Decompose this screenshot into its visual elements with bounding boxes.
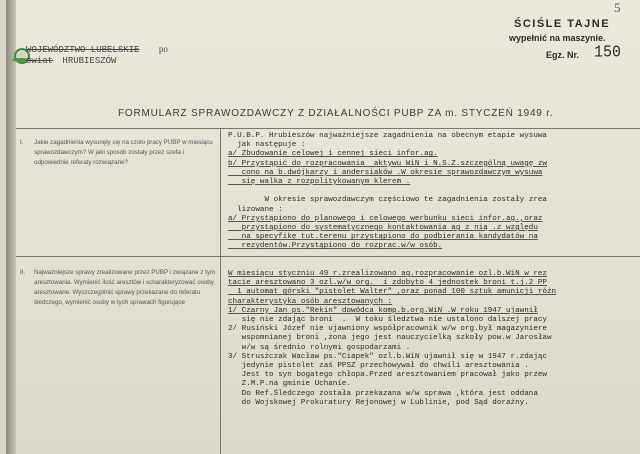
answer-2-line: Do Ref.Śledczego została przekazana w/w sprawa ,która jest oddana [228,389,538,398]
answer-2-line: 1/ Czarny Jan ps."Rekin" dowódca komp.b.org.WiN .W roku 1947 ujawnił [228,306,538,315]
answer-2-line: tacie aresztowano 3 ozl.w/w org. i zdobyto 4 jednostek broni t.j.2 PP [228,279,547,288]
table-middle-rule [16,256,640,257]
answer-2-line: 1 automat górski "pistolet Walter" ,oraz ponad 100 sztuk amunicji różn [228,288,557,297]
region-county-name: HRUBIESZÓW [62,56,117,66]
answer-2-line: Z.M.P.na gminie Uchanie. [228,380,352,389]
question-1-text: Jakie zagadnienia wysunęły się na czoło pracy PUBP w miesiącu sprawozdawczym? W jaki sposób zostały przez szefa i odpowiednie referaty rozwiązane? [34,139,213,166]
answer-1-line: przystąpiono do systematycznego kontaktowania ag z nią .z względu [228,224,538,233]
table-top-rule [16,128,640,129]
corner-mark: 5 [614,0,621,15]
answer-1-line: jak następuje : [228,141,306,150]
answer-1-line: a/ Przystąpiono do planowego i celowego werbunku sieci infor.ag.,oraz [228,214,543,223]
answer-1-line: W okresie sprawozdawczym częściowo te zagadnienia zostały zrea [228,196,547,205]
answer-2-line: do Wojskowej Prokuratury Rejonowej w Lublinie, pod Sąd doraźny. [228,398,529,407]
question-2 [20,268,216,308]
region-line-voivodeship [26,44,168,55]
answer-2-line: jedynie pistolet zaś PPSZ przechowywał do chwili aresztowania . [228,362,529,371]
answer-2-line: 3/ Strusżczak Wacław ps."Ciapek" ozl.b.WiN ujawnił się w 1947 r.zdając [228,352,547,361]
question-2-text: Najważniejsze sprawy zrealizowane przez PUBP i związane z tym aresztowania. Wymienić ilość aresztów i scharakteryzować osoby aresztowane. Wyszczególnić sprawy przekazane do referatu śledczego, wymienić osoby w tych sprawach figurujące [34,269,216,306]
region-voivodeship-suffix: po [158,44,168,54]
answer-1-line: na specyfikę tut.terenu przystąpiono do podbierania kandydatów na [228,233,538,242]
answer-1-line [228,187,640,196]
region-voivodeship-struck: WOJEWÓDZTWO LUBELSKIE [26,45,140,55]
fill-instruction: wypełnić na maszynie. [509,33,606,43]
answer-1-line: rezydentów.Przystąpiono do rozprac.w/w osób. [228,242,443,251]
question-1 [20,138,216,168]
answer-2-line: w/w są średnio rolnymi gospodarzami . [228,343,411,352]
region-county-struck: owiat [26,56,54,66]
table-column-divider [220,128,221,454]
answer-2-line: się nie zdając broni . W toku śledztwa nie ustalono dalszej pracy [228,316,547,325]
answer-1-line: a/ Zbudowanie celowej i cennej sieci infor.ag. [228,150,438,159]
question-1-number: I. [20,139,24,146]
copy-number-value: 150 [594,43,622,62]
answer-1-line: b/ Przystąpić do rozpracowania aktywu WiN i N.S.Z.szczególną uwagę zw [228,159,547,168]
form-title: FORMULARZ SPRAWOZDAWCZY Z DZIAŁALNOŚCI PUBP ZA m. STYCZEŃ 1949 r. [118,108,554,119]
answer-1-line: lizowane : [228,205,283,214]
classification-label: ŚCIŚLE TAJNE [514,18,611,30]
answer-1-line: P.U.B.P. Hrubieszów najważniejsze zagadnienia na obecnym etapie wysuwa [228,132,547,140]
answer-2-line: charakterystyka osób aresztowanych : [228,297,393,306]
binder-edge [6,0,16,454]
answer-2-line: W miesiącu styczniu 49 r.zrealizowano ag.rozpracowanie ozl.b.WiN w rez [228,270,547,278]
region-line-county [26,56,116,66]
answer-2-line: 2/ Rusiński Józef nie ujawniony współpracownik w/w org.był magazyniere [228,325,547,334]
answer-1-line: cono na b.dwójkarzy i andersiaków .W okresie sprawozdawczym wysuwa [228,168,543,177]
answer-section-2 [228,270,640,408]
question-2-number: II. [20,269,26,276]
answer-1-line: się walka z rozpolitykowanym klerem . [228,178,411,187]
document-page [6,0,640,454]
answer-2-line: Jest to syn bogatego chłopa.Przed aresztowaniem pracował jako przew [228,371,547,380]
answer-section-1 [228,132,640,252]
answer-2-line: wspomnianej broni ,żona jego jest nauczycielką szkoły pow.w Jarosław [228,334,552,343]
copy-number-label: Egz. Nr. [546,50,580,60]
